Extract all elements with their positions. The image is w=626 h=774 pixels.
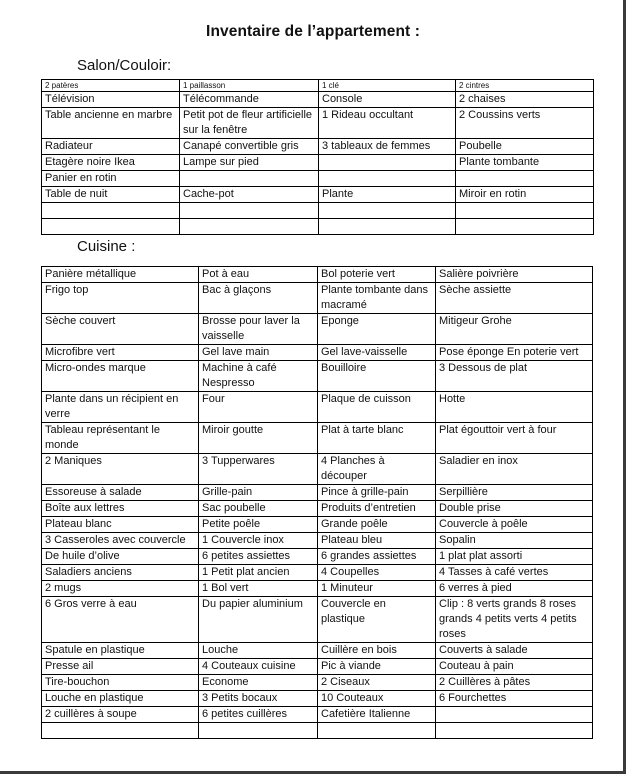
cuisine-table-cell: Microfibre vert xyxy=(42,345,199,361)
salon-table-row xyxy=(42,187,594,203)
cuisine-table-row xyxy=(42,485,593,501)
cuisine-table-cell: Grille-pain xyxy=(199,485,318,501)
salon-table-cell: Etagère noire Ikea xyxy=(42,155,180,171)
cuisine-table-cell: Tableau représentant le monde xyxy=(42,423,199,454)
cuisine-table-cell xyxy=(436,723,593,739)
salon-table-cell: Miroir en rotin xyxy=(456,187,594,203)
salon-table-cell: 2 Coussins verts xyxy=(456,108,594,139)
cuisine-table-row xyxy=(42,723,593,739)
salon-table-cell: 2 chaises xyxy=(456,92,594,108)
salon-table-cell: Télécommande xyxy=(180,92,319,108)
cuisine-table-row xyxy=(42,707,593,723)
cuisine-table-cell: 2 mugs xyxy=(42,581,199,597)
salon-table-cell: 1 clé xyxy=(319,80,456,92)
salon-table-cell xyxy=(456,171,594,187)
salon-table-cell: Panier en rotin xyxy=(42,171,180,187)
salon-table-row xyxy=(42,203,594,219)
cuisine-table-cell xyxy=(199,723,318,739)
cuisine-table-cell: Pose éponge En poterie vert xyxy=(436,345,593,361)
salon-table-row xyxy=(42,171,594,187)
cuisine-table-cell xyxy=(42,723,199,739)
cuisine-table-cell: Miroir goutte xyxy=(199,423,318,454)
salon-table-cell xyxy=(456,203,594,219)
cuisine-table-row xyxy=(42,691,593,707)
cuisine-table-cell: 2 Maniques xyxy=(42,454,199,485)
cuisine-table-cell: 4 Couteaux cuisine xyxy=(199,659,318,675)
cuisine-table-cell: 2 Cuillères à pâtes xyxy=(436,675,593,691)
cuisine-table-cell: 4 Tasses à café vertes xyxy=(436,565,593,581)
cuisine-table-cell: Produits d’entretien xyxy=(318,501,436,517)
salon-table-cell: Table ancienne en marbre xyxy=(42,108,180,139)
cuisine-table-cell: 1 plat plat assorti xyxy=(436,549,593,565)
salon-table-cell xyxy=(180,219,319,235)
cuisine-table-cell: Plateau bleu xyxy=(318,533,436,549)
cuisine-table-cell: 6 Gros verre à eau xyxy=(42,597,199,643)
cuisine-table-cell: Louche xyxy=(199,643,318,659)
cuisine-table-cell: Sèche assiette xyxy=(436,283,593,314)
cuisine-table-row xyxy=(42,675,593,691)
cuisine-table-cell: Bac à glaçons xyxy=(199,283,318,314)
cuisine-table-cell: Serpillière xyxy=(436,485,593,501)
salon-table-cell xyxy=(180,203,319,219)
cuisine-table-cell: 3 Tupperwares xyxy=(199,454,318,485)
cuisine-table-cell: Couvercle à poêle xyxy=(436,517,593,533)
cuisine-heading: Cuisine : xyxy=(77,238,136,255)
cuisine-table-cell: 4 Coupelles xyxy=(318,565,436,581)
cuisine-table-row xyxy=(42,533,593,549)
cuisine-table-cell: Saladier en inox xyxy=(436,454,593,485)
cuisine-table-row xyxy=(42,314,593,345)
cuisine-table-cell: 6 petites cuillères xyxy=(199,707,318,723)
cuisine-table-cell: 1 Petit plat ancien xyxy=(199,565,318,581)
cuisine-table-cell: Clip : 8 verts grands 8 roses grands 4 petits verts 4 petits roses xyxy=(436,597,593,643)
cuisine-table-cell: Louche en plastique xyxy=(42,691,199,707)
cuisine-table-cell: Brosse pour laver la vaisselle xyxy=(199,314,318,345)
cuisine-table-cell: Gel lave main xyxy=(199,345,318,361)
cuisine-table-cell: Salière poivrière xyxy=(436,267,593,283)
cuisine-table-cell: Machine à café Nespresso xyxy=(199,361,318,392)
cuisine-table-row xyxy=(42,517,593,533)
cuisine-table-cell: 1 Minuteur xyxy=(318,581,436,597)
salon-table-cell: Canapé convertible gris xyxy=(180,139,319,155)
cuisine-table-cell: Mitigeur Grohe xyxy=(436,314,593,345)
cuisine-table-cell xyxy=(436,707,593,723)
salon-table-cell: 1 Rideau occultant xyxy=(319,108,456,139)
salon-table-cell: Télévision xyxy=(42,92,180,108)
cuisine-table-cell: Econome xyxy=(199,675,318,691)
cuisine-table-cell: Bouilloire xyxy=(318,361,436,392)
cuisine-table-row xyxy=(42,659,593,675)
cuisine-table-cell: Couverts à salade xyxy=(436,643,593,659)
cuisine-table-cell: Boîte aux lettres xyxy=(42,501,199,517)
page-title: Inventaire de l’appartement : xyxy=(206,23,420,40)
salon-table-cell xyxy=(319,155,456,171)
salon-table-cell xyxy=(180,171,319,187)
cuisine-table-row xyxy=(42,565,593,581)
cuisine-table-cell: Panière métallique xyxy=(42,267,199,283)
salon-table-cell: Cache-pot xyxy=(180,187,319,203)
cuisine-table-row xyxy=(42,361,593,392)
cuisine-table-cell: Pince à grille-pain xyxy=(318,485,436,501)
salon-table-cell: Radiateur xyxy=(42,139,180,155)
cuisine-table-cell: Cafetière Italienne xyxy=(318,707,436,723)
cuisine-table-row xyxy=(42,345,593,361)
cuisine-table-cell: Gel lave-vaisselle xyxy=(318,345,436,361)
cuisine-table-cell: 6 petites assiettes xyxy=(199,549,318,565)
salon-table-row xyxy=(42,219,594,235)
cuisine-table-cell: Eponge xyxy=(318,314,436,345)
cuisine-table-cell: Micro-ondes marque xyxy=(42,361,199,392)
cuisine-table-cell: 2 Ciseaux xyxy=(318,675,436,691)
cuisine-table-row xyxy=(42,283,593,314)
cuisine-table-row xyxy=(42,423,593,454)
cuisine-table-cell: Double prise xyxy=(436,501,593,517)
cuisine-table-row xyxy=(42,643,593,659)
cuisine-table-cell xyxy=(318,723,436,739)
salon-table-cell: Lampe sur pied xyxy=(180,155,319,171)
cuisine-table-cell: Four xyxy=(199,392,318,423)
salon-table-row xyxy=(42,108,594,139)
cuisine-table-cell: Hotte xyxy=(436,392,593,423)
cuisine-table-cell: Presse ail xyxy=(42,659,199,675)
cuisine-table-row xyxy=(42,597,593,643)
cuisine-table-cell: Bol poterie vert xyxy=(318,267,436,283)
cuisine-table-cell: 6 Fourchettes xyxy=(436,691,593,707)
salon-table-cell: Plante xyxy=(319,187,456,203)
cuisine-table-cell: 6 grandes assiettes xyxy=(318,549,436,565)
cuisine-table-cell: Couvercle en plastique xyxy=(318,597,436,643)
cuisine-table-cell: Sac poubelle xyxy=(199,501,318,517)
cuisine-table-cell: 2 cuillères à soupe xyxy=(42,707,199,723)
cuisine-table-row xyxy=(42,581,593,597)
cuisine-table-cell: Cuillère en bois xyxy=(318,643,436,659)
salon-table-cell: Plante tombante xyxy=(456,155,594,171)
salon-heading: Salon/Couloir: xyxy=(77,57,172,74)
salon-table-cell: 1 paillasson xyxy=(180,80,319,92)
cuisine-table-cell: Plateau blanc xyxy=(42,517,199,533)
salon-table-cell: Poubelle xyxy=(456,139,594,155)
salon-table-row xyxy=(42,139,594,155)
cuisine-table-cell: Essoreuse à salade xyxy=(42,485,199,501)
cuisine-table-cell: 3 Casseroles avec couvercle xyxy=(42,533,199,549)
cuisine-table-cell: Tire-bouchon xyxy=(42,675,199,691)
cuisine-table-cell: Sopalin xyxy=(436,533,593,549)
salon-table-cell xyxy=(319,219,456,235)
cuisine-table-cell: De huile d’olive xyxy=(42,549,199,565)
salon-table-cell xyxy=(319,203,456,219)
cuisine-table-cell: Plat à tarte blanc xyxy=(318,423,436,454)
salon-table-row xyxy=(42,155,594,171)
salon-table-cell: 2 cintres xyxy=(456,80,594,92)
cuisine-table-cell: 3 Dessous de plat xyxy=(436,361,593,392)
salon-table-cell xyxy=(319,171,456,187)
salon-table-cell xyxy=(42,219,180,235)
salon-table-row xyxy=(42,92,594,108)
cuisine-table-cell: 1 Couvercle inox xyxy=(199,533,318,549)
salon-table-cell xyxy=(456,219,594,235)
cuisine-table-cell: Petite poêle xyxy=(199,517,318,533)
cuisine-table-cell: Plaque de cuisson xyxy=(318,392,436,423)
cuisine-table-cell: Spatule en plastique xyxy=(42,643,199,659)
cuisine-table-cell: Du papier aluminium xyxy=(199,597,318,643)
cuisine-table-cell: Saladiers anciens xyxy=(42,565,199,581)
salon-table-row xyxy=(42,80,594,92)
cuisine-table-cell: Plante tombante dans macramé xyxy=(318,283,436,314)
salon-table-cell: 3 tableaux de femmes xyxy=(319,139,456,155)
cuisine-table-cell: Plat égouttoir vert à four xyxy=(436,423,593,454)
cuisine-table-row xyxy=(42,549,593,565)
cuisine-table-cell: Grande poêle xyxy=(318,517,436,533)
salon-table xyxy=(41,79,594,235)
cuisine-table-row xyxy=(42,501,593,517)
cuisine-table-cell: 1 Bol vert xyxy=(199,581,318,597)
cuisine-table-cell: Plante dans un récipient en verre xyxy=(42,392,199,423)
cuisine-table-cell: 10 Couteaux xyxy=(318,691,436,707)
salon-table-cell xyxy=(42,203,180,219)
cuisine-table-row xyxy=(42,267,593,283)
cuisine-table-cell: 4 Planches à découper xyxy=(318,454,436,485)
cuisine-table-cell: Couteau à pain xyxy=(436,659,593,675)
salon-table-cell: 2 patères xyxy=(42,80,180,92)
salon-table-cell: Table de nuit xyxy=(42,187,180,203)
cuisine-table-row xyxy=(42,392,593,423)
cuisine-table-cell: Pic à viande xyxy=(318,659,436,675)
cuisine-table-cell: 6 verres à pied xyxy=(436,581,593,597)
cuisine-table xyxy=(41,266,593,739)
salon-table-cell: Console xyxy=(319,92,456,108)
cuisine-table-cell: Frigo top xyxy=(42,283,199,314)
cuisine-table-cell: Sèche couvert xyxy=(42,314,199,345)
salon-table-cell: Petit pot de fleur artificielle sur la fenêtre xyxy=(180,108,319,139)
cuisine-table-cell: 3 Petits bocaux xyxy=(199,691,318,707)
cuisine-table-row xyxy=(42,454,593,485)
cuisine-table-cell: Pot à eau xyxy=(199,267,318,283)
